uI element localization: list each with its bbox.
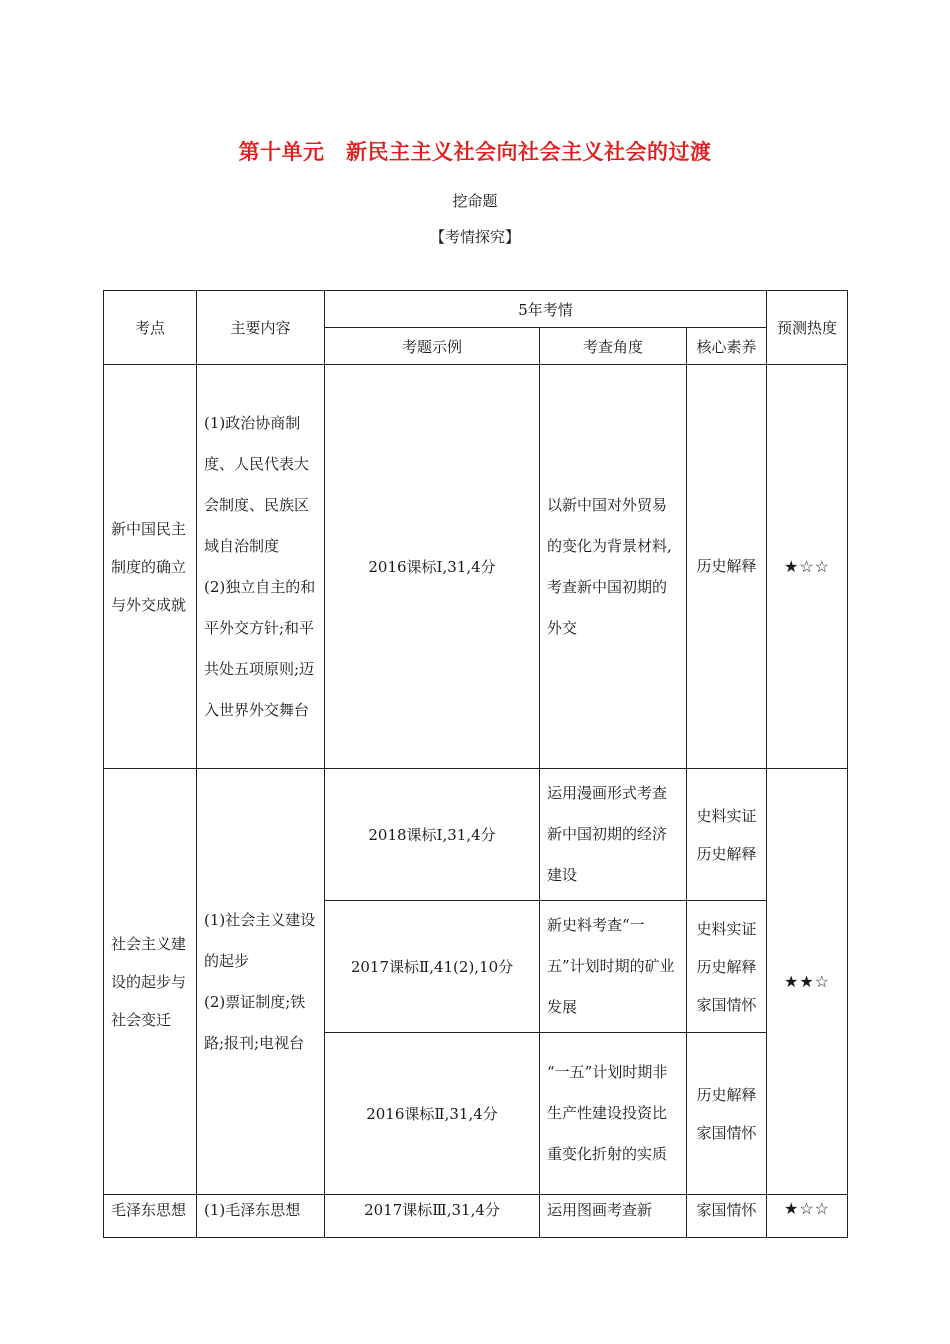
exam-analysis-table — [103, 290, 848, 1238]
header-five-year: 5年考情 — [325, 291, 767, 328]
header-content: 主要内容 — [197, 291, 325, 365]
heat-rating: ★★☆ — [767, 769, 848, 1195]
content-cell: (1)政治协商制度、人民代表大会制度、民族区域自治制度 (2)独立自主的和平外交方针;和平共处五项原则;迈入世界外交舞台 — [197, 365, 325, 769]
example-cell: 2017课标Ⅱ,41(2),10分 — [325, 901, 540, 1033]
content-cell: (1)毛泽东思想 — [197, 1195, 325, 1238]
example-cell: 2017课标Ⅲ,31,4分 — [325, 1195, 540, 1238]
example-cell: 2018课标Ⅰ,31,4分 — [325, 769, 540, 901]
angle-cell: 新史料考查“一五”计划时期的矿业发展 — [540, 901, 687, 1033]
kaodian-cell: 社会主义建设的起步与社会变迁 — [104, 769, 197, 1195]
angle-cell: 运用漫画形式考查新中国初期的经济建设 — [540, 769, 687, 901]
heat-rating: ★☆☆ — [767, 1195, 848, 1238]
table-row — [104, 1195, 848, 1238]
literacy-cell: 史料实证 历史解释 家国情怀 — [687, 901, 767, 1033]
example-cell: 2016课标Ⅱ,31,4分 — [325, 1033, 540, 1195]
header-kaodian: 考点 — [104, 291, 197, 365]
header-literacy: 核心素养 — [687, 328, 767, 365]
section-heading: 【考情探究】 — [429, 228, 520, 246]
subtitle: 挖命题 — [452, 192, 498, 210]
kaodian-cell: 新中国民主制度的确立与外交成就 — [104, 365, 197, 769]
literacy-cell: 家国情怀 — [687, 1195, 767, 1238]
header-angle: 考查角度 — [540, 328, 687, 365]
table-row — [104, 365, 848, 769]
page-title: 第十单元 新民主主义社会向社会主义社会的过渡 — [238, 140, 712, 164]
angle-cell: 以新中国对外贸易的变化为背景材料,考查新中国初期的外交 — [540, 365, 687, 769]
literacy-cell: 史料实证 历史解释 — [687, 769, 767, 901]
content-cell: (1)社会主义建设的起步 (2)票证制度;铁路;报刊;电视台 — [197, 769, 325, 1195]
literacy-cell: 历史解释 家国情怀 — [687, 1033, 767, 1195]
header-example: 考题示例 — [325, 328, 540, 365]
angle-cell: 运用图画考查新 — [540, 1195, 687, 1238]
header-heat: 预测热度 — [767, 291, 848, 365]
heat-rating: ★☆☆ — [767, 365, 848, 769]
literacy-cell: 历史解释 — [687, 365, 767, 769]
angle-cell: “一五”计划时期非生产性建设投资比重变化折射的实质 — [540, 1033, 687, 1195]
kaodian-cell: 毛泽东思想 — [104, 1195, 197, 1238]
example-cell: 2016课标Ⅰ,31,4分 — [325, 365, 540, 769]
table-row — [104, 769, 848, 901]
